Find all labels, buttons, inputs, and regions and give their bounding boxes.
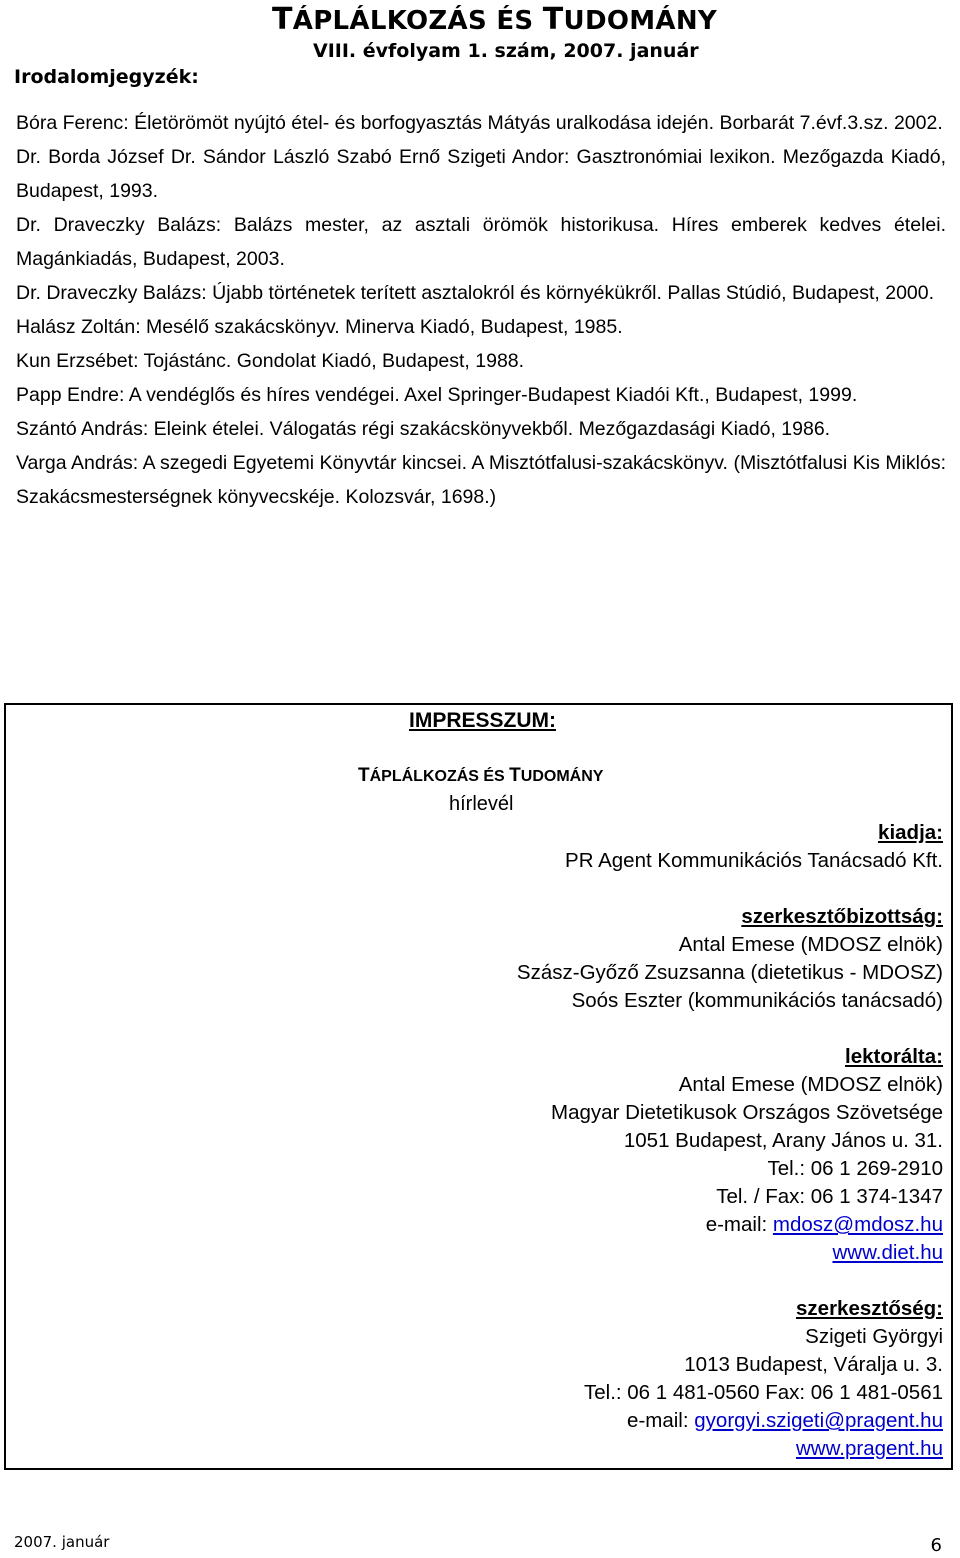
publisher-role-label: kiadja: xyxy=(878,821,943,844)
newsletter-title xyxy=(358,765,603,787)
reviewer-organization: Magyar Dietetikusok Országos Szövetsége xyxy=(551,1101,943,1124)
email-label: e-mail: xyxy=(705,1213,773,1236)
reference-item: Papp Endre: A vendéglős és híres vendégei. Axel Springer-Budapest Kiadói Kft., Budapest, 1999. xyxy=(16,384,858,406)
spacer xyxy=(343,875,943,903)
reference-item: Halász Zoltán: Mesélő szakácskönyv. Minerva Kiadó, Budapest, 1985. xyxy=(16,316,623,338)
board-member: Antal Emese (MDOSZ elnök) xyxy=(678,933,943,956)
reference-item: Dr. Borda József Dr. Sándor László Szabó Ernő Szigeti Andor: Gasztronómiai lexikon. Mezőgazda Kiadó, Budapest, 1993. xyxy=(16,146,946,202)
reference-item: Bóra Ferenc: Életörömöt nyújtó étel- és borfogyasztás Mátyás uralkodása idején. Borbarát 7.évf.3.sz. 2002. xyxy=(16,112,943,134)
page-number: 6 xyxy=(930,1535,942,1556)
email-label: e-mail: xyxy=(627,1409,695,1432)
editorial-board-label: szerkesztőbizottság: xyxy=(741,905,943,928)
reviewer-phone: Tel.: 06 1 269-2910 xyxy=(767,1157,943,1180)
reviewer-website-link[interactable]: www.diet.hu xyxy=(832,1241,943,1264)
impressum-credits xyxy=(343,819,943,1463)
reference-item: Dr. Draveczky Balázs: Újabb történetek terített asztalokról és környékükről. Pallas Stúdió, Budapest, 2000. xyxy=(16,282,935,304)
reviewer-email-link[interactable]: mdosz@mdosz.hu xyxy=(772,1213,943,1236)
board-member: Szász-Győző Zsuzsanna (dietetikus - MDOSZ) xyxy=(516,961,943,984)
footer-date: 2007. január xyxy=(14,1533,110,1551)
office-web-line xyxy=(343,1435,943,1463)
impressum-heading: IMPRESSZUM: xyxy=(409,709,556,732)
reference-item: Kun Erzsébet: Tojástánc. Gondolat Kiadó, Budapest, 1988. xyxy=(16,350,525,372)
reviewer-fax: Tel. / Fax: 06 1 374-1347 xyxy=(716,1185,943,1208)
reviewer-email-line xyxy=(343,1211,943,1239)
office-phone-fax: Tel.: 06 1 481-0560 Fax: 06 1 481-0561 xyxy=(583,1381,943,1404)
newsletter-title-part-2: UDOMÁNY xyxy=(520,768,604,785)
bibliography-heading: Irodalomjegyzék: xyxy=(14,66,199,88)
office-email-line xyxy=(343,1407,943,1435)
board-member: Soós Eszter (kommunikációs tanácsadó) xyxy=(571,989,943,1012)
title-part-2: UDOMÁNY xyxy=(563,6,718,36)
reviewer-name: Antal Emese (MDOSZ elnök) xyxy=(678,1073,943,1096)
impressum-box xyxy=(4,703,953,1470)
reference-item: Dr. Draveczky Balázs: Balázs mester, az asztali örömök historikusa. Híres emberek kedves ételei. Magánkiadás, Budapest, 2003. xyxy=(16,214,946,270)
title-initial-t: T xyxy=(272,2,293,37)
newsletter-title-part-1: ÁPLÁLKOZÁS ÉS xyxy=(369,768,510,785)
spacer xyxy=(343,1267,943,1295)
spacer xyxy=(343,1015,943,1043)
office-address: 1013 Budapest, Váralja u. 3. xyxy=(684,1353,943,1376)
title-part-1: ÁPLÁLKOZÁS ÉS xyxy=(292,6,543,36)
reference-item: Varga András: A szegedi Egyetemi Könyvtár kincsei. A Misztótfalusi-szakácskönyv. (Misztótfalusi Kis Miklós: Szakácsmesterségnek könyvecskéje. Kolozsvár, 1698.) xyxy=(16,452,946,508)
editorial-office-label: szerkesztőség: xyxy=(796,1297,943,1320)
reviewer-address: 1051 Budapest, Arany János u. 31. xyxy=(623,1129,943,1152)
reference-list xyxy=(16,106,946,514)
reference-item: Szántó András: Eleink ételei. Válogatás régi szakácskönyvekből. Mezőgazdasági Kiadó, 1986. xyxy=(16,418,831,440)
newsletter-subtitle: hírlevél xyxy=(449,793,514,815)
journal-title xyxy=(272,2,717,37)
reviewer-label: lektorálta: xyxy=(845,1045,943,1068)
publisher-name: PR Agent Kommunikációs Tanácsadó Kft. xyxy=(565,849,943,872)
newsletter-title-initial-2: T xyxy=(509,765,521,786)
office-email-link[interactable]: gyorgyi.szigeti@pragent.hu xyxy=(694,1409,943,1432)
office-contact-name: Szigeti Györgyi xyxy=(805,1325,943,1348)
issue-line: VIII. évfolyam 1. szám, 2007. január xyxy=(313,40,699,62)
newsletter-title-initial: T xyxy=(358,765,370,786)
office-website-link[interactable]: www.pragent.hu xyxy=(795,1437,943,1460)
title-initial-t2: T xyxy=(542,2,564,37)
page-header xyxy=(0,0,960,70)
reviewer-web-line xyxy=(343,1239,943,1267)
